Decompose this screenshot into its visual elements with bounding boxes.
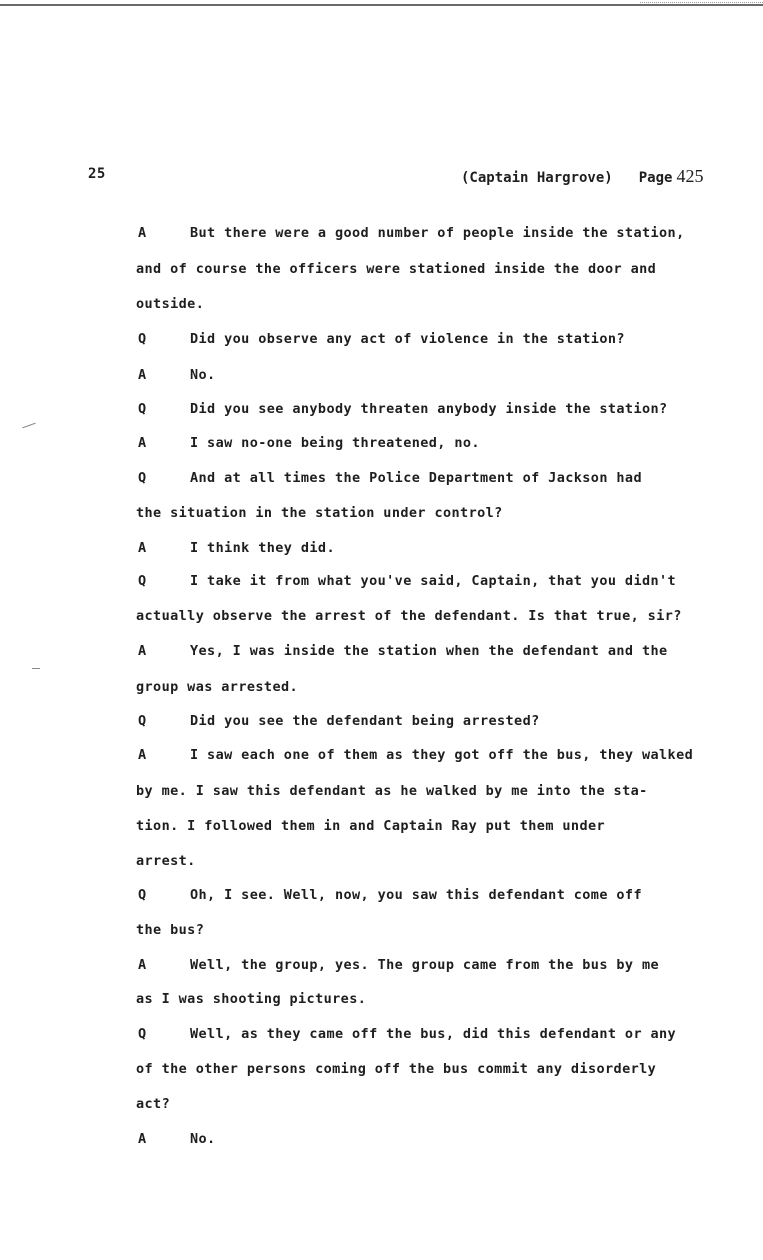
witness-name: (Captain Hargrove): [461, 170, 613, 186]
transcript-line: And at all times the Police Department of Jackson had: [190, 470, 642, 486]
transcript-line: Did you observe any act of violence in the station?: [190, 331, 625, 347]
speaker-label: A: [138, 957, 147, 973]
transcript-line: act?: [136, 1096, 171, 1112]
transcript-line: Well, as they came off the bus, did this defendant or any: [190, 1026, 677, 1042]
transcript-line: group was arrested.: [136, 679, 299, 695]
transcript-line: I saw no-one being threatened, no.: [190, 435, 480, 451]
transcript-line: actually observe the arrest of the defendant. Is that true, sir?: [136, 608, 682, 624]
transcript-line: the situation in the station under control?: [136, 505, 503, 521]
top-border-line: [0, 4, 763, 6]
speaker-label: Q: [138, 401, 147, 417]
scan-mark: [22, 423, 35, 429]
transcript-line: Did you see the defendant being arrested?: [190, 713, 540, 729]
transcript-line: I think they did.: [190, 540, 335, 556]
transcript-line: of the other persons coming off the bus commit any disorderly: [136, 1061, 657, 1077]
transcript-line: I saw each one of them as they got off the bus, they walked: [190, 747, 694, 763]
line-number: 25: [88, 166, 106, 182]
transcript-line: Oh, I see. Well, now, you saw this defendant come off: [190, 887, 642, 903]
speaker-label: A: [138, 435, 147, 451]
page-number: 425: [676, 166, 704, 186]
transcript-line: No.: [190, 367, 216, 383]
transcript-line: I take it from what you've said, Captain, that you didn't: [190, 573, 677, 589]
transcript-line: No.: [190, 1131, 216, 1147]
speaker-label: A: [138, 367, 147, 383]
transcript-line: and of course the officers were stationed inside the door and: [136, 261, 657, 277]
transcript-line: Did you see anybody threaten anybody inside the station?: [190, 401, 668, 417]
transcript-line: arrest.: [136, 853, 196, 869]
transcript-line: Yes, I was inside the station when the defendant and the: [190, 643, 668, 659]
transcript-line: tion. I followed them in and Captain Ray put them under: [136, 818, 606, 834]
page-label: Page: [638, 170, 673, 186]
transcript-line: the bus?: [136, 922, 205, 938]
scan-mark: [32, 668, 40, 669]
transcript-line: But there were a good number of people inside the station,: [190, 225, 685, 241]
transcript-line: by me. I saw this defendant as he walked by me into the sta-: [136, 783, 648, 799]
speaker-label: Q: [138, 573, 147, 589]
speaker-label: A: [138, 747, 147, 763]
speaker-label: Q: [138, 331, 147, 347]
speaker-label: A: [138, 643, 147, 659]
transcript-line: as I was shooting pictures.: [136, 991, 367, 1007]
speaker-label: A: [138, 1131, 147, 1147]
speaker-label: Q: [138, 887, 147, 903]
page-header: [461, 166, 703, 187]
speaker-label: A: [138, 540, 147, 556]
top-border-dots: [640, 2, 763, 4]
transcript-line: Well, the group, yes. The group came from the bus by me: [190, 957, 660, 973]
speaker-label: A: [138, 225, 147, 241]
speaker-label: Q: [138, 470, 147, 486]
speaker-label: Q: [138, 1026, 147, 1042]
speaker-label: Q: [138, 713, 147, 729]
transcript-line: outside.: [136, 296, 205, 312]
